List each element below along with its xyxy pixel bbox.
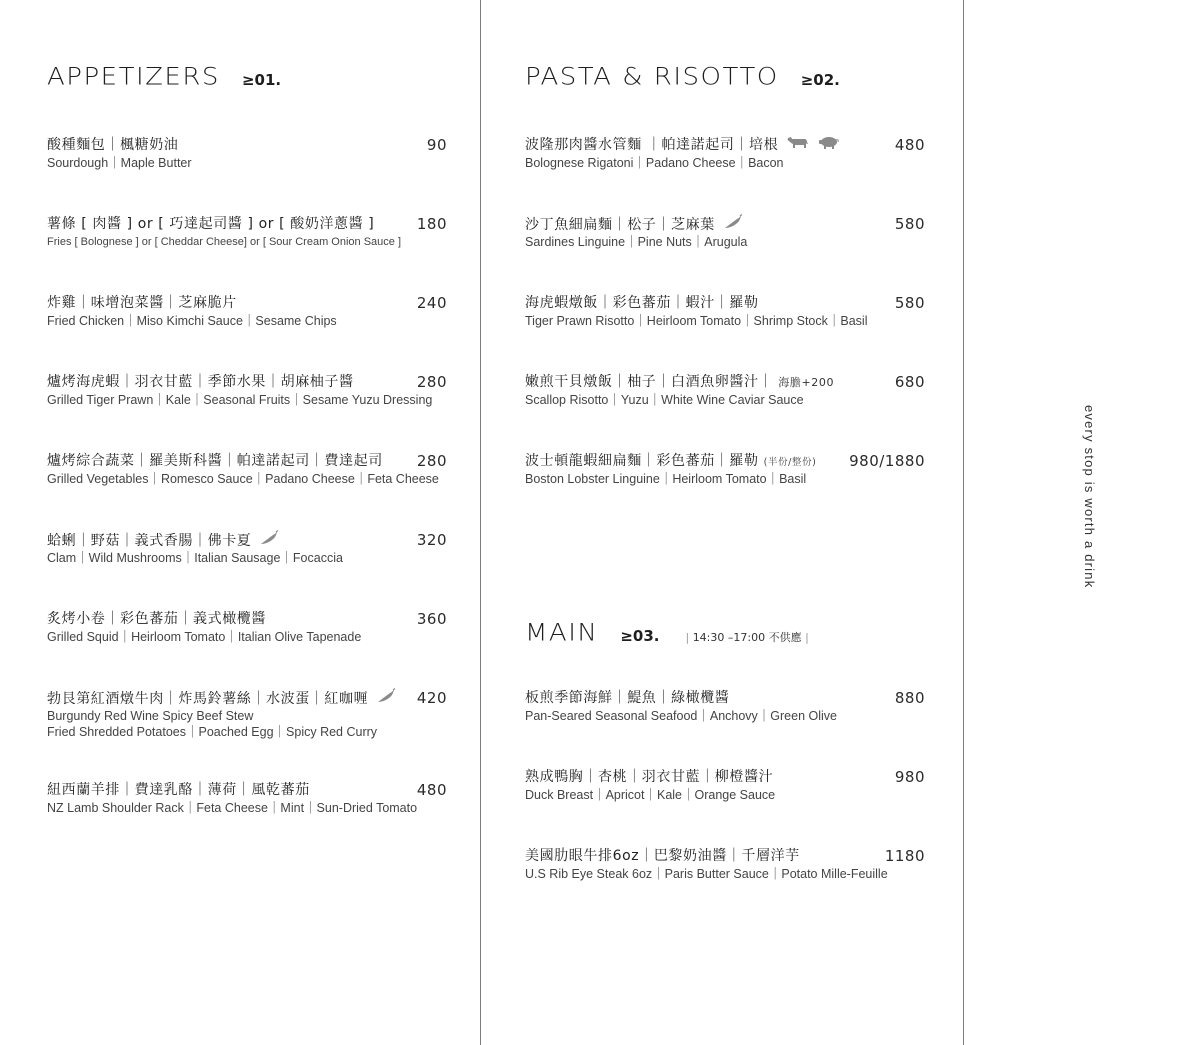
menu-item xyxy=(525,688,925,724)
item-name-zh: 波士頓龍蝦細扁麵｜彩色蕃茄｜羅勒 xyxy=(525,453,759,469)
item-price: 480 xyxy=(416,781,447,799)
item-name-zh: 酸種麵包｜楓糖奶油 xyxy=(47,137,179,153)
menu-item xyxy=(525,293,925,329)
section-title: PASTA & RISOTTO xyxy=(525,63,779,91)
section-title: APPETIZERS xyxy=(47,63,220,91)
item-price: 980/1880 xyxy=(849,452,925,470)
item-name-zh: 沙丁魚細扁麵｜松子｜芝麻葉 xyxy=(525,217,715,233)
item-price: 480 xyxy=(894,136,925,154)
item-price: 580 xyxy=(894,215,925,233)
item-name-zh: 美國肋眼牛排6oz｜巴黎奶油醬｜千層洋芋 xyxy=(525,848,800,864)
item-name-en: Scallop Risotto｜Yuzu｜White Wine Caviar Sauce xyxy=(525,393,804,407)
pig-icon xyxy=(818,135,840,155)
item-name-en: Bolognese Rigatoni｜Padano Cheese｜Bacon xyxy=(525,156,784,170)
service-time-text: 14:30 –17:00 不供應 xyxy=(692,631,802,644)
menu-item xyxy=(47,214,447,250)
menu-item xyxy=(47,609,447,645)
item-price: 280 xyxy=(416,452,447,470)
item-name-en: U.S Rib Eye Steak 6oz｜Paris Butter Sauce｜Potato Mille-Feuille xyxy=(525,867,888,881)
item-price: 1180 xyxy=(884,847,925,865)
item-name-row xyxy=(47,530,447,550)
menu-item xyxy=(47,780,447,816)
item-price: 180 xyxy=(416,215,447,233)
item-name-en: Burgundy Red Wine Spicy Beef Stew xyxy=(47,709,254,723)
chili-pepper-icon xyxy=(377,688,397,710)
menu-item xyxy=(47,372,447,408)
chili-pepper-icon xyxy=(724,214,744,236)
item-name-zh: 爐烤綜合蔬菜｜羅美斯科醬｜帕達諾起司｜費達起司 xyxy=(47,453,383,469)
item-name-en: Fries [ Bolognese ] or [ Cheddar Cheese] or [ Sour Cream Onion Sauce ] xyxy=(47,236,402,248)
item-name-row xyxy=(525,214,925,234)
item-name-en: Boston Lobster Linguine｜Heirloom Tomato｜Basil xyxy=(525,472,807,486)
menu-item xyxy=(525,767,925,803)
item-name-zh: 熟成鴨胸｜杏桃｜羽衣甘藍｜柳橙醬汁 xyxy=(525,769,774,785)
item-price: 240 xyxy=(416,294,447,312)
item-name-en-line2: Fried Shredded Potatoes｜Poached Egg｜Spicy Red Curry xyxy=(47,725,378,739)
item-price: 280 xyxy=(416,373,447,391)
item-price: 90 xyxy=(426,136,447,154)
item-name-zh: 炙烤小卷｜彩色蕃茄｜義式橄欖醬 xyxy=(47,611,266,627)
item-name-en: Clam｜Wild Mushrooms｜Italian Sausage｜Focaccia xyxy=(47,551,343,565)
item-portion-option: (半份/整份) xyxy=(763,457,817,468)
section-number: ≥01. xyxy=(241,71,282,89)
section-number: ≥02. xyxy=(800,71,840,89)
item-name-en: NZ Lamb Shoulder Rack｜Feta Cheese｜Mint｜Sun-Dried Tomato xyxy=(47,801,418,815)
item-name-zh: 嫩煎干貝燉飯｜柚子｜白酒魚卵醬汁｜ xyxy=(525,374,774,390)
item-name-zh: 波隆那肉醬水管麵 ｜帕達諾起司｜培根 xyxy=(525,137,779,153)
item-name-en: Tiger Prawn Risotto｜Heirloom Tomato｜Shrimp Stock｜Basil xyxy=(525,314,868,328)
chili-pepper-icon xyxy=(260,530,280,552)
item-name-zh: 薯條 [ 肉醬 ] or [ 巧達起司醬 ] or [ 酸奶洋蔥醬 ] xyxy=(47,216,375,232)
item-name-zh: 勃艮第紅酒燉牛肉｜炸馬鈴薯絲｜水波蛋｜紅咖喱 xyxy=(47,691,369,707)
menu-item xyxy=(525,214,925,250)
menu-item xyxy=(47,451,447,487)
item-name-zh: 海虎蝦燉飯｜彩色蕃茄｜蝦汁｜羅勒 xyxy=(525,295,759,311)
item-name-en: Fried Chicken｜Miso Kimchi Sauce｜Sesame Chips xyxy=(47,314,337,328)
menu-item xyxy=(47,530,447,566)
item-price: 420 xyxy=(416,689,447,707)
item-name-zh: 蛤蜊｜野菇｜義式香腸｜佛卡夏 xyxy=(47,533,252,549)
item-name-en: Duck Breast｜Apricot｜Kale｜Orange Sauce xyxy=(525,788,776,802)
menu-item xyxy=(47,688,447,740)
item-price: 680 xyxy=(894,373,925,391)
menu-item xyxy=(525,846,925,882)
item-name-en: Grilled Squid｜Heirloom Tomato｜Italian Olive Tapenade xyxy=(47,630,362,644)
item-price: 580 xyxy=(894,294,925,312)
item-name-en: Sardines Linguine｜Pine Nuts｜Arugula xyxy=(525,235,748,249)
menu-item xyxy=(525,135,925,171)
menu-item xyxy=(525,372,925,408)
item-name-zh: 板煎季節海鮮｜鯷魚｜綠橄欖醬 xyxy=(525,690,730,706)
column-divider-right xyxy=(963,0,964,1045)
sidebar-tagline: every stop is worth a drink xyxy=(1082,405,1097,589)
service-time-note: | 14:30 –17:00 不供應 | xyxy=(685,631,809,644)
item-name-row xyxy=(47,688,447,708)
column-divider-left xyxy=(480,0,481,1045)
item-name-en: Grilled Tiger Prawn｜Kale｜Seasonal Fruits｜Sesame Yuzu Dressing xyxy=(47,393,433,407)
pasta-header xyxy=(525,62,840,92)
appetizers-header xyxy=(47,62,281,92)
menu-item xyxy=(47,135,447,171)
menu-item xyxy=(47,293,447,329)
item-price: 360 xyxy=(416,610,447,628)
section-number: ≥03. xyxy=(620,627,660,645)
item-addon: 海膽+200 xyxy=(778,376,835,389)
menu-item xyxy=(525,451,925,487)
item-name-en: Sourdough｜Maple Butter xyxy=(47,156,192,170)
item-name-row xyxy=(525,372,925,392)
item-price: 980 xyxy=(894,768,925,786)
item-name-zh: 紐西蘭羊排｜費達乳酪｜薄荷｜風乾蕃茄 xyxy=(47,782,310,798)
item-price: 880 xyxy=(894,689,925,707)
section-title: MAIN xyxy=(525,619,599,647)
item-name-zh: 爐烤海虎蝦｜羽衣甘藍｜季節水果｜胡麻柚子醬 xyxy=(47,374,354,390)
cow-icon xyxy=(787,135,809,155)
main-header xyxy=(525,618,809,648)
item-name-zh: 炸雞｜味增泡菜醬｜芝麻脆片 xyxy=(47,295,237,311)
item-name-en: Grilled Vegetables｜Romesco Sauce｜Padano Cheese｜Feta Cheese xyxy=(47,472,439,486)
item-name-row xyxy=(525,135,925,155)
item-name-en: Pan-Seared Seasonal Seafood｜Anchovy｜Green Olive xyxy=(525,709,837,723)
item-price: 320 xyxy=(416,531,447,549)
